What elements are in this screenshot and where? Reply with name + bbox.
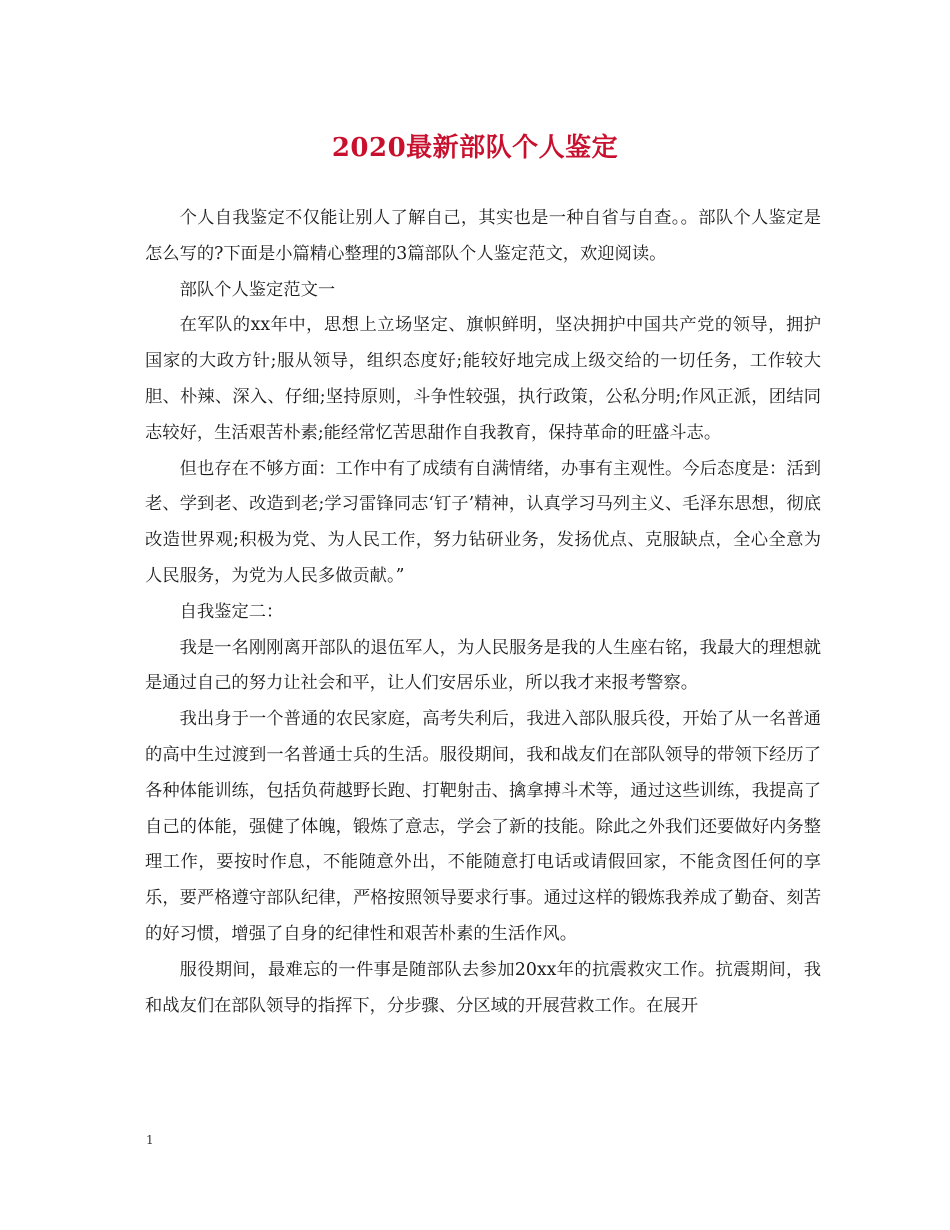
document-title: 2020最新部队个人鉴定 <box>331 133 619 163</box>
body-paragraph: 但也存在不够方面：工作中有了成绩有自满情绪，办事有主观性。今后态度是：活到老、学到老、改造到老;学习雷锋同志‘钉子’精神，认真学习马列主义、毛泽东思想，彻底改造世界观;积极为党、为人民工作，努力钻研业务，发扬优点、克服缺点，全心全意为人民服务，为党为人民多做贡献。” <box>145 458 821 586</box>
body-paragraph: 我出身于一个普通的农民家庭，高考失利后，我进入部队服兵役，开始了从一名普通的高中生过渡到一名普通士兵的生活。服役期间，我和战友们在部队领导的带领下经历了各种体能训练，包括负荷越野长跑、打靶射击、擒拿搏斗术等，通过这些训练，我提高了自己的体能，强健了体魄，锻炼了意志，学会了新的技能。除此之外我们还要做好内务整理工作，要按时作息，不能随意外出，不能随意打电话或请假回家，不能贪图任何的享乐，要严格遵守部队纪律，严格按照领导要求行事。通过这样的锻炼我养成了勤奋、刻苦的好习惯，增强了自身的纪律性和艰苦朴素的生活作风。 <box>145 709 821 944</box>
body-paragraph: 在军队的xx年中，思想上立场坚定、旗帜鲜明，坚决拥护中国共产党的领导，拥护国家的大政方针;服从领导，组织态度好;能较好地完成上级交给的一切任务，工作较大胆、朴辣、深入、仔细;坚持原则，斗争性较强，执行政策，公私分明;作风正派，团结同志较好，生活艰苦朴素;能经常忆苦思甜作自我教育，保持革命的旺盛斗志。 <box>145 315 821 443</box>
intro-paragraph: 个人自我鉴定不仅能让别人了解自己，其实也是一种自省与自查。。部队个人鉴定是怎么写的?下面是小篇精心整理的3篇部队个人鉴定范文，欢迎阅读。 <box>145 208 821 264</box>
section-heading-sample-two: 自我鉴定二： <box>179 601 284 622</box>
body-paragraph: 服役期间，最难忘的一件事是随部队去参加20xx年的抗震救灾工作。抗震期间，我和战友们在部队领导的指挥下，分步骤、分区域的开展营救工作。在展开 <box>145 959 821 1016</box>
page-number: 1 <box>146 1133 154 1147</box>
body-paragraph: 我是一名刚刚离开部队的退伍军人，为人民服务是我的人生座右铭，我最大的理想就是通过自己的努力让社会和平，让人们安居乐业，所以我才来报考警察。 <box>145 637 821 694</box>
section-heading-sample-one: 部队个人鉴定范文一 <box>179 279 336 300</box>
document-body <box>145 201 821 1024</box>
